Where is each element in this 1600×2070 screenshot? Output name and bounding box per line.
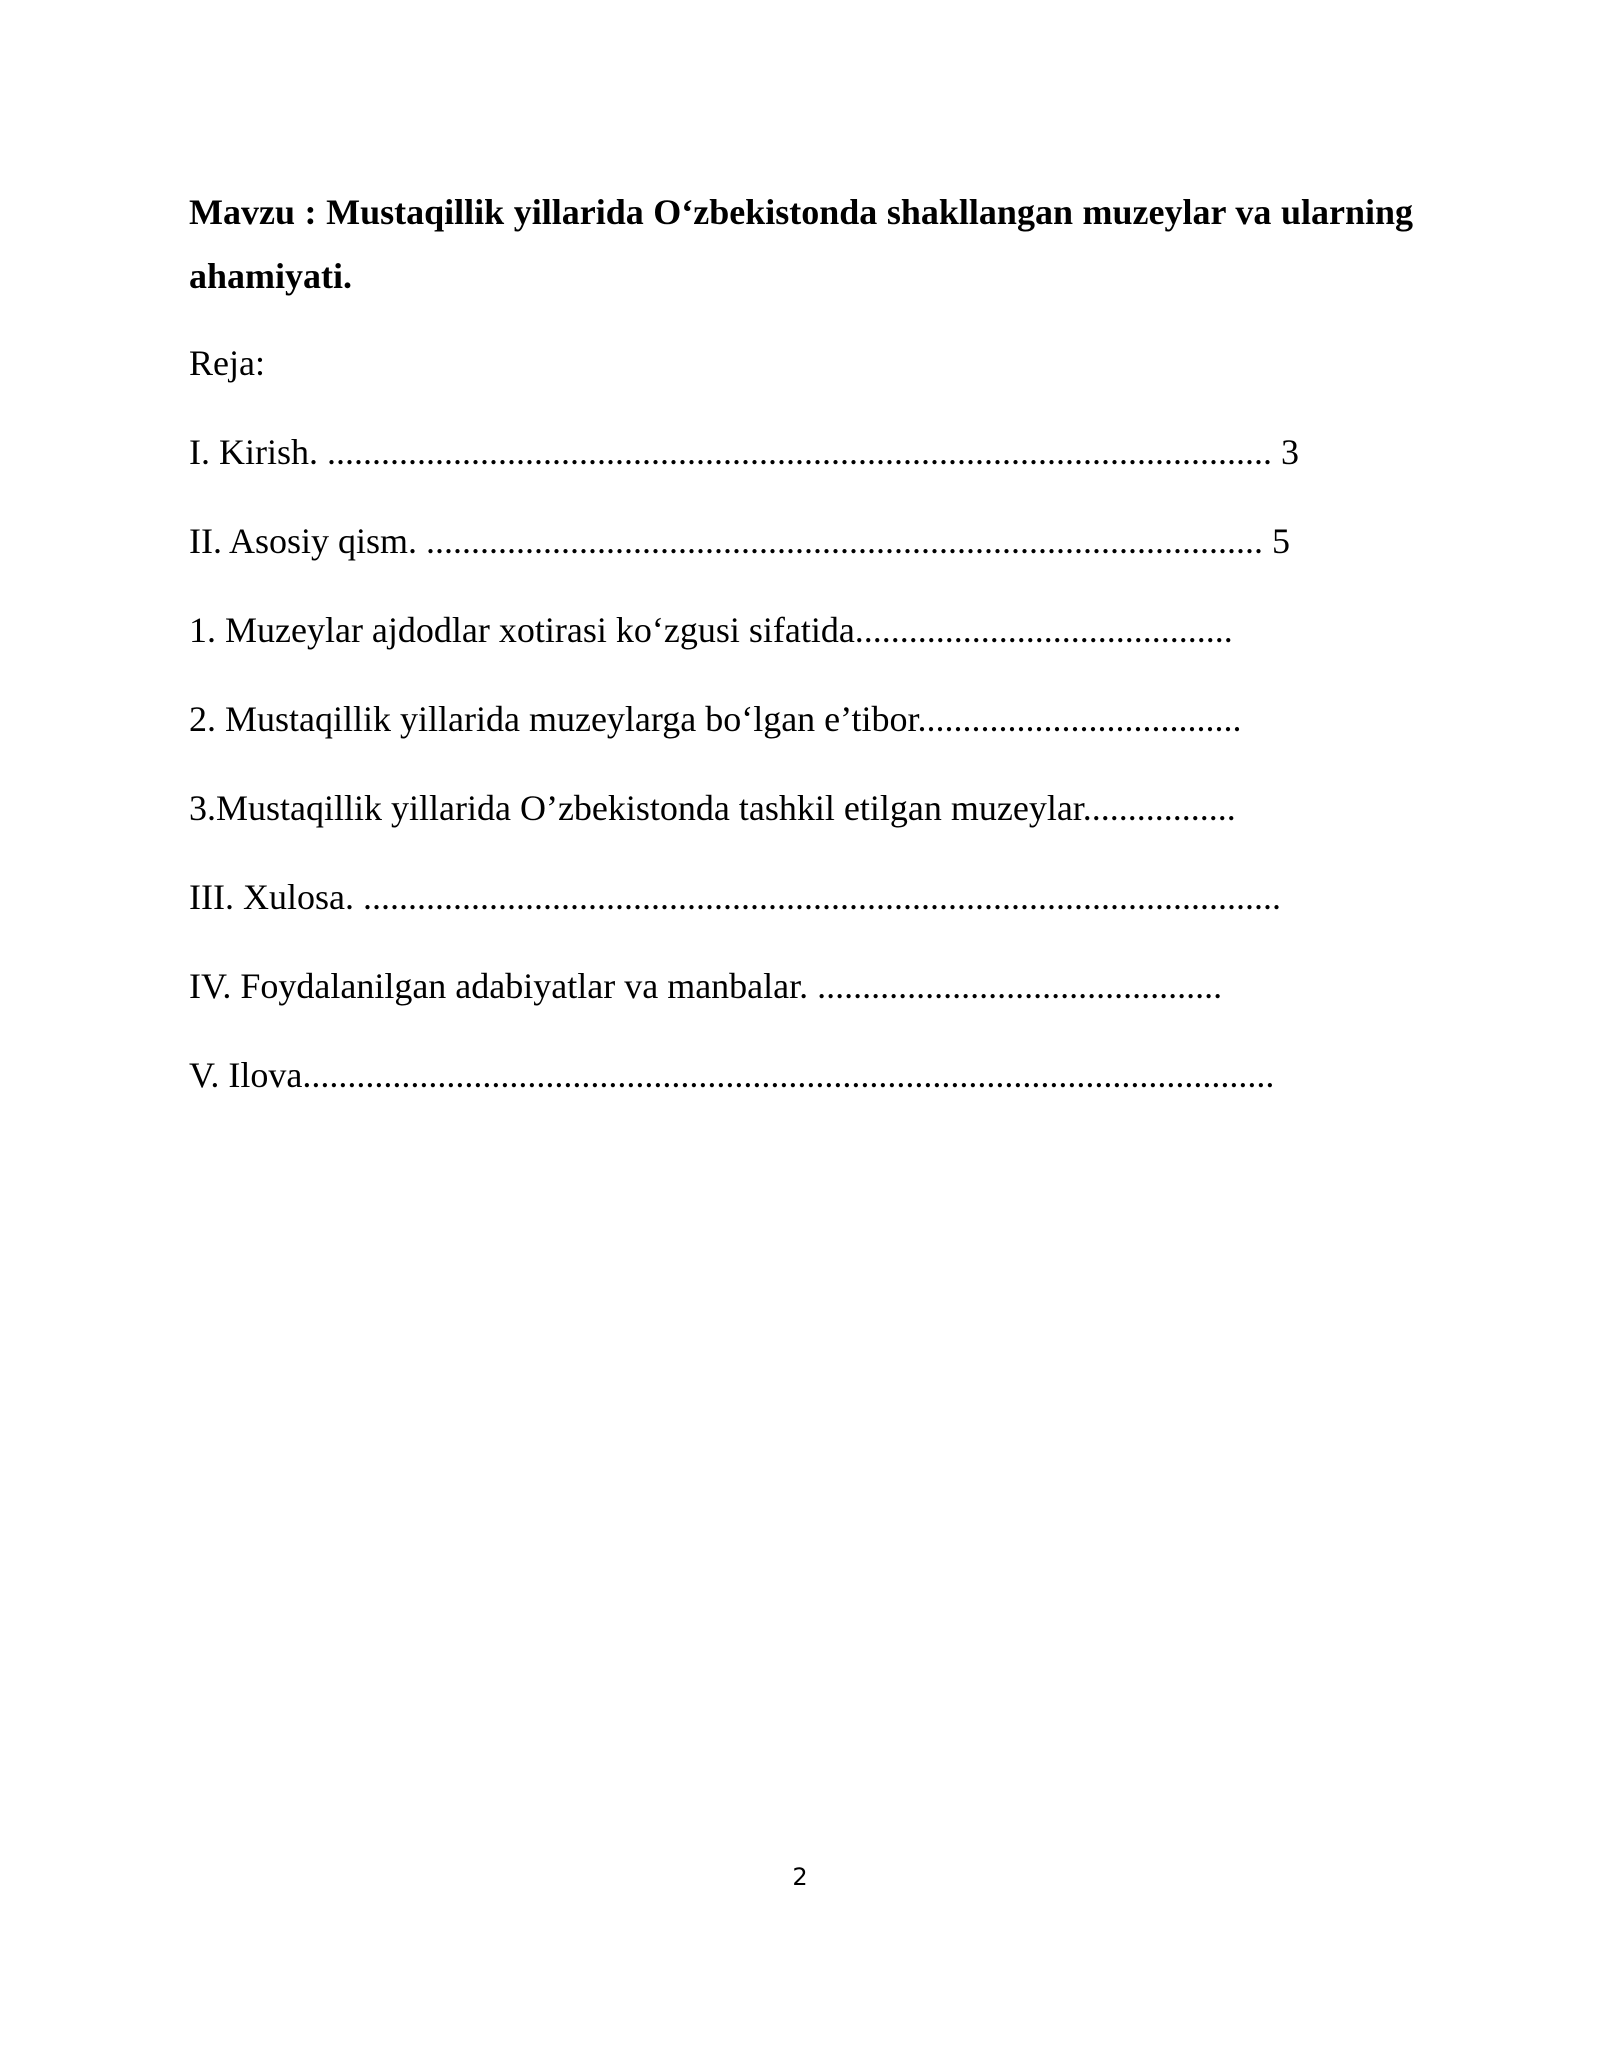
plan-heading: Reja: (189, 343, 265, 383)
document-title: Mavzu : Mustaqillik yillarida O‘zbekistonda shakllangan muzeylar va ularning ahamiyati. (189, 192, 1413, 296)
toc-entry-section-1: 1. Muzeylar ajdodlar xotirasi ko‘zgusi sifatida.......................................... (189, 610, 1233, 650)
toc-entry-section-3: 3.Mustaqillik yillarida O’zbekistonda tashkil etilgan muzeylar................. (189, 788, 1236, 828)
table-of-contents (189, 430, 1439, 1142)
toc-entry-introduction: I. Kirish. ......................................................................................................... 3 (189, 432, 1299, 472)
toc-entry-references: IV. Foydalanilgan adabiyatlar va manbalar. ............................................. (189, 966, 1223, 1006)
toc-entry-appendix: V. Ilova............................................................................................................ (189, 1055, 1275, 1095)
toc-entry-section-2: 2. Mustaqillik yillarida muzeylarga bo‘lgan e’tibor.................................... (189, 699, 1242, 739)
page-number: 2 (792, 1863, 808, 1891)
toc-entry-conclusion: III. Xulosa. ...................................................................................................... (189, 877, 1281, 917)
toc-entry-main-part: II. Asosiy qism. ............................................................................................. 5 (189, 521, 1291, 561)
